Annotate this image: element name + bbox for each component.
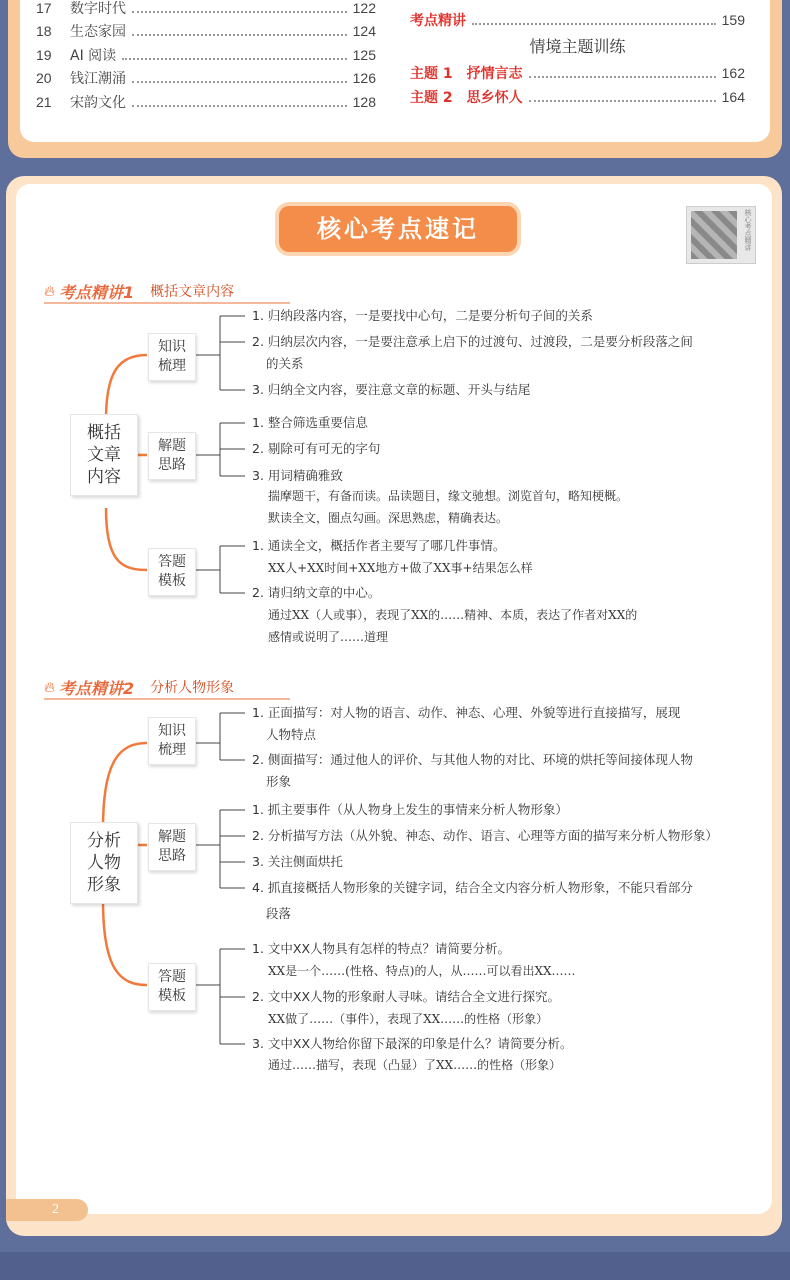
toc-entry[interactable] [36,0,376,20]
section-label: 考点精讲2 [59,678,135,698]
list-item: 3. 关注侧面烘托 [252,854,343,869]
list-item: 1. 抓主要事件（从人物身上发生的事情来分析人物形象） [252,802,568,817]
section-title: 概括文章内容 [150,284,235,300]
branch-label: 答题模板 [158,554,186,589]
section-underline [44,302,290,304]
list-item: 形象 [266,774,292,789]
toc-page: 162 [721,65,745,82]
toc-number: 17 [36,0,52,16]
list-item: 2. 文中XX人物的形象耐人寻味。请结合全文进行探究。 [252,989,561,1004]
toc-entry[interactable] [36,90,376,114]
leader-dots [529,76,716,78]
list-subitem: XX是一个……(性格、特点)的人，从……可以看出XX…… [268,964,576,978]
section-2-header [44,675,234,699]
toc-entry[interactable] [410,62,745,86]
list-item: 人物特点 [266,727,317,742]
list-subitem: 通过XX（人或事），表现了XX的……精神、本质，表达了作者对XX的 [268,608,638,622]
toc-right-column [410,8,745,109]
toc-page: 126 [352,70,376,87]
list-subitem: XX做了……（事件），表现了XX……的性格（形象） [268,1012,549,1026]
toc-page: 125 [352,46,376,63]
toc-title: 生态家园 [70,24,126,41]
list-item: 3. 用词精确雅致 [252,468,343,483]
list-subitem: 揣摩题干，有备而读。品读题目，缘文驰想。浏览首句，略知梗概。 [268,489,629,503]
toc-title: AI 阅读 [70,47,117,64]
qr-code[interactable] [686,206,756,264]
list-item: 3. 归纳全文内容，要注意文章的标题、开头与结尾 [252,382,531,397]
toc-title: 数字时代 [70,0,126,17]
leader-dots [132,11,347,13]
toc-page: 124 [352,23,376,40]
toc-title: 考点精讲 [410,12,466,29]
toc-section-heading: 情境主题训练 [529,36,626,56]
branch-node [148,963,196,1011]
branch-label: 解题思路 [158,438,186,473]
list-subitem: 通过……描写，表现（凸显）了XX……的性格（形象） [268,1058,562,1072]
qr-label: 核心考点精讲 [744,209,752,251]
list-item: 4. 抓直接概括人物形象的关键字词，结合全文内容分析人物形象，不能只看部分 [252,880,693,895]
branch-label: 知识梳理 [158,723,186,758]
toc-page: 159 [721,11,745,28]
branch-node [148,432,196,480]
toc-list [36,0,376,114]
toc-title: 宋韵文化 [70,94,126,111]
toc-entry[interactable] [410,8,745,32]
toc-title: 主题 1 抒情言志 [410,66,523,83]
toc-title: 主题 2 思乡怀人 [410,89,523,106]
section-label: 考点精讲1 [59,282,135,302]
list-subitem: XX人+XX时间+XX地方+做了XX事+结果怎么样 [268,561,533,575]
branch-label: 解题思路 [158,829,186,864]
list-item: 段落 [266,906,292,921]
toc-number: 21 [36,93,52,110]
toc-title: 钱江潮涌 [70,71,126,88]
list-item: 的关系 [266,356,304,371]
toc-number: 19 [36,46,52,63]
leader-dots [122,58,346,60]
list-subitem: 默读全文，圈点勾画。深思熟虑，精确表达。 [268,511,509,525]
list-item: 2. 归纳层次内容，一是要注意承上启下的过渡句、过渡段，二是要分析段落之间 [252,334,693,349]
branch-label: 答题模板 [158,969,186,1004]
mindmap-root [70,414,138,496]
branch-label: 知识梳理 [158,339,186,374]
list-subitem: 感情或说明了……道理 [268,630,389,644]
leader-dots [132,81,347,83]
branch-node [148,548,196,596]
toc-page: 128 [352,93,376,110]
branch-node [148,333,196,381]
list-item: 1. 正面描写：对人物的语言、动作、神态、心理、外貌等进行直接描写，展现 [252,705,681,720]
list-item: 1. 通读全文，概括作者主要写了哪几件事情。 [252,538,506,553]
toc-page: 164 [721,88,745,105]
toc-entry[interactable] [410,85,745,109]
list-item: 1. 文中XX人物具有怎样的特点？请简要分析。 [252,941,511,956]
section-title: 分析人物形象 [150,680,235,696]
list-item: 3. 文中XX人物给你留下最深的印象是什么？请简要分析。 [252,1036,573,1051]
branch-node [148,717,196,765]
leader-dots [132,105,347,107]
section-1-header [44,279,234,303]
toc-entry[interactable] [36,20,376,44]
toc-number: 18 [36,23,52,40]
list-item: 1. 整合筛选重要信息 [252,415,368,430]
leader-dots [529,100,716,102]
leader-dots [132,34,347,36]
leader-dots [472,23,716,25]
list-item: 2. 分析描写方法（从外貌、神态、动作、语言、心理等方面的描写来分析人物形象） [252,828,718,843]
root-label: 概括文章内容 [87,423,121,487]
list-item: 2. 请归纳文章的中心。 [252,585,381,600]
page-title-banner: 核心考点速记 [279,206,517,252]
flame-icon: 🔥︎ [44,678,56,696]
toc-entry[interactable] [36,43,376,67]
bottom-band [0,1252,790,1280]
page-number: 2 [6,1199,88,1221]
toc-entry[interactable] [36,67,376,91]
section-underline [44,698,290,700]
list-item: 1. 归纳段落内容，一是要找中心句，二是要分析句子间的关系 [252,308,593,323]
mindmap-root [70,822,138,904]
list-item: 2. 剔除可有可无的字句 [252,441,381,456]
toc-number: 20 [36,70,52,87]
list-item: 2. 侧面描写：通过他人的评价、与其他人物的对比、环境的烘托等间接体现人物 [252,752,693,767]
flame-icon: 🔥︎ [44,282,56,300]
toc-page: 122 [352,0,376,16]
branch-node [148,823,196,871]
root-label: 分析人物形象 [87,831,121,895]
qr-code-image [691,211,737,259]
